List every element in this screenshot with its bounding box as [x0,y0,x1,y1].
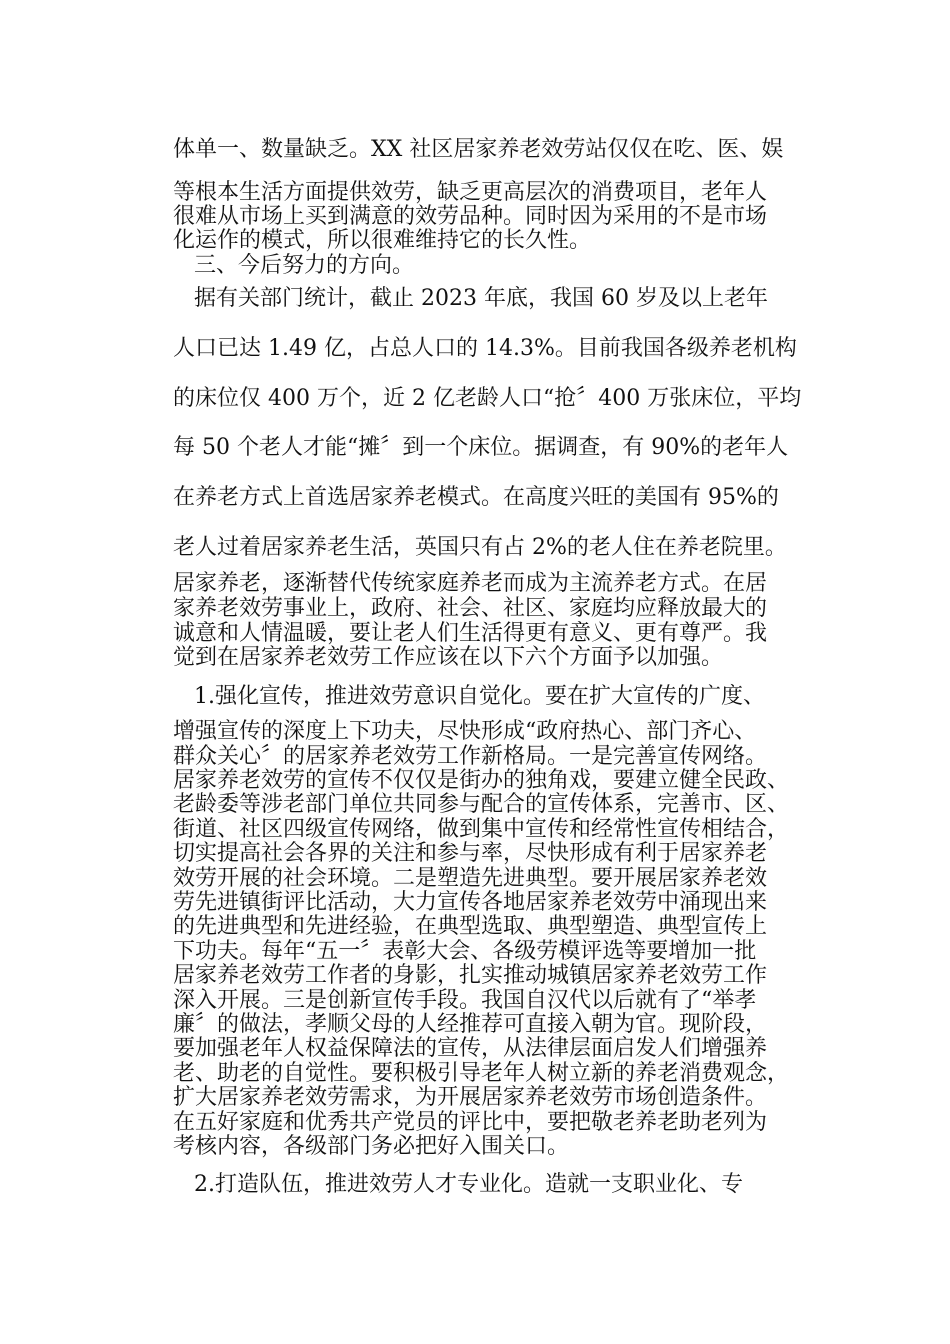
text-line: 体单一、数量缺乏。XX 社区居家养老效劳站仅仅在吃、医、娱 [173,137,784,162]
text-line: 扩大居家养老效劳需求，为开展居家养老效劳市场创造条件。 [173,1085,768,1110]
text-line: 每 50 个老人才能“摊〞到一个床位。据调查，有 90%的老年人 [173,435,789,460]
text-line: 2.打造队伍，推进效劳人才专业化。造就一支职业化、专 [194,1172,743,1197]
text-line: 深入开展。三是创新宣传手段。我国自汉代以后就有了“举孝 [173,988,757,1013]
text-line: 增强宣传的深度上下功夫，尽快形成“政府热心、部门齐心、 [173,719,757,744]
text-line: 老、助老的自觉性。要积极引导老年人树立新的养老消费观念， [173,1061,790,1086]
text-line: 老人过着居家养老生活，英国只有占 2%的老人住在养老院里。 [173,535,787,560]
text-line: 居家养老效劳工作者的身影，扎实推动城镇居家养老效劳工作 [173,963,768,988]
text-line: 居家养老，逐渐替代传统家庭养老而成为主流养老方式。在居 [173,571,768,596]
text-line: 诚意和人情温暖，要让老人们生活得更有意义、更有尊严。我 [173,621,768,646]
text-line: 群众关心〞的居家养老效劳工作新格局。一是完善宣传网络。 [173,744,768,769]
text-line: 廉〞的做法，孝顺父母的人经推荐可直接入朝为官。现阶段， [173,1012,768,1037]
text-line: 老龄委等涉老部门单位共同参与配合的宣传体系，完善市、区、 [173,792,790,817]
text-line: 效劳开展的社会环境。二是塑造先进典型。要开展居家养老效 [173,866,768,891]
text-line: 1.强化宣传，推进效劳意识自觉化。要在扩大宣传的广度、 [194,684,765,709]
text-line: 据有关部门统计，截止 2023 年底，我国 60 岁及以上老年 [194,286,768,311]
text-line: 家养老效劳事业上，政府、社会、社区、家庭均应释放最大的 [173,596,768,621]
text-line: 切实提高社会各界的关注和参与率，尽快形成有利于居家养老 [173,841,768,866]
text-line: 的先进典型和先进经验，在典型选取、典型塑造、典型宣传上 [173,914,768,939]
text-line: 觉到在居家养老效劳工作应该在以下六个方面予以加强。 [173,645,724,670]
text-line: 人口已达 1.49 亿，占总人口的 14.3%。目前我国各级养老机构 [173,336,797,361]
section-heading: 三、今后努力的方向。 [194,253,415,278]
text-line: 化运作的模式，所以很难维持它的长久性。 [173,228,592,253]
text-line: 很难从市场上买到满意的效劳品种。同时因为采用的不是市场 [173,204,768,229]
text-line: 要加强老年人权益保障法的宣传，从法律层面启发人们增强养 [173,1036,768,1061]
text-line: 的床位仅 400 万个，近 2 亿老龄人口“抢〞400 万张床位，平均 [173,386,802,411]
text-line: 下功夫。每年“五一〞表彰大会、各级劳模评选等要增加一批 [173,939,757,964]
text-line: 考核内容，各级部门务必把好入围关口。 [173,1134,570,1159]
text-line: 劳先进镇街评比活动，大力宣传各地居家养老效劳中涌现出来 [173,890,768,915]
text-line: 居家养老效劳的宣传不仅仅是街办的独角戏，要建立健全民政、 [173,768,790,793]
text-line: 等根本生活方面提供效劳，缺乏更高层次的消费项目，老年人 [173,180,768,205]
text-line: 街道、社区四级宣传网络，做到集中宣传和经常性宣传相结合， [173,817,790,842]
text-line: 在养老方式上首选居家养老模式。在高度兴旺的美国有 95%的 [173,485,779,510]
text-line: 在五好家庭和优秀共产党员的评比中，要把敬老养老助老列为 [173,1110,768,1135]
